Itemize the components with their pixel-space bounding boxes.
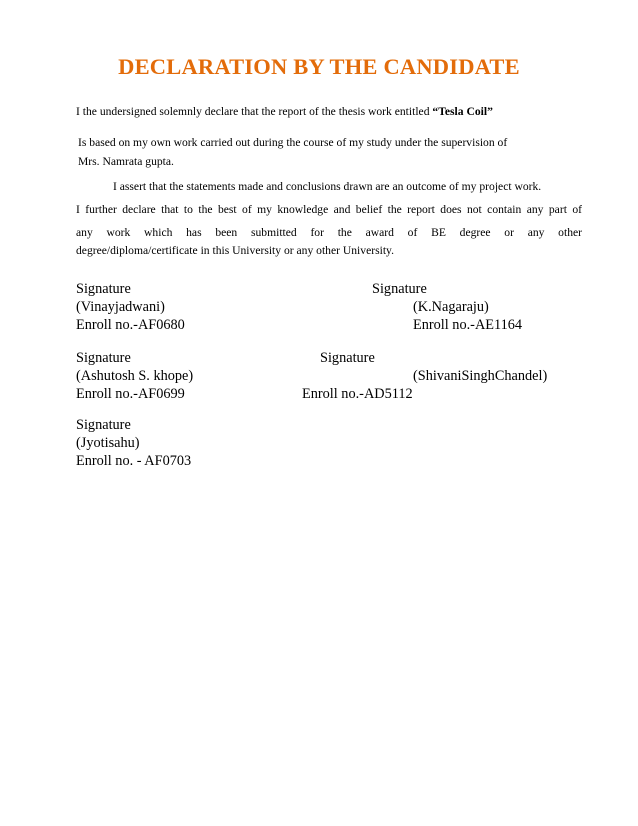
signature-label-4: Signature	[320, 350, 375, 366]
candidate-name-2: (K.Nagaraju)	[413, 299, 489, 315]
quote-open: “	[432, 105, 439, 118]
page-title: DECLARATION BY THE CANDIDATE	[118, 54, 520, 79]
thesis-title-text: Tesla Coil	[438, 105, 488, 118]
candidate-name-5: (Jyotisahu)	[76, 435, 140, 451]
declaration-line-2: Is based on my own work carried out during the course of my study under the supervision of	[78, 136, 508, 149]
declaration-line-1-text: I the undersigned solemnly declare that the report of the thesis work entitled	[76, 105, 433, 118]
declaration-line-5: I further declare that to the best of my knowledge and belief the report does not contain any part of	[76, 203, 582, 216]
signature-label-1: Signature	[76, 281, 131, 297]
enroll-no-3: Enroll no.-AF0699	[76, 386, 185, 402]
signature-label-3: Signature	[76, 350, 131, 366]
candidate-name-1: (Vinayjadwani)	[76, 299, 165, 315]
declaration-line-1	[76, 105, 493, 119]
declaration-line-6: any work which has been submitted for the award of BE degree or any other	[76, 226, 582, 239]
declaration-line-4: I assert that the statements made and conclusions drawn are an outcome of my project work.	[113, 180, 542, 193]
signature-label-2: Signature	[372, 281, 427, 297]
signature-label-5: Signature	[76, 417, 131, 433]
enroll-no-5: Enroll no. - AF0703	[76, 453, 192, 469]
enroll-no-4: Enroll no.-AD5112	[302, 386, 413, 402]
enroll-no-1: Enroll no.-AF0680	[76, 317, 185, 333]
candidate-name-4: (ShivaniSinghChandel)	[413, 368, 548, 384]
quote-close: ”	[487, 105, 493, 118]
declaration-line-3: Mrs. Namrata gupta.	[78, 155, 174, 168]
declaration-line-7: degree/diploma/certificate in this University or any other University.	[76, 244, 394, 257]
enroll-no-2: Enroll no.-AE1164	[413, 317, 523, 333]
thesis-title	[432, 105, 492, 118]
candidate-name-3: (Ashutosh S. khope)	[76, 368, 194, 384]
